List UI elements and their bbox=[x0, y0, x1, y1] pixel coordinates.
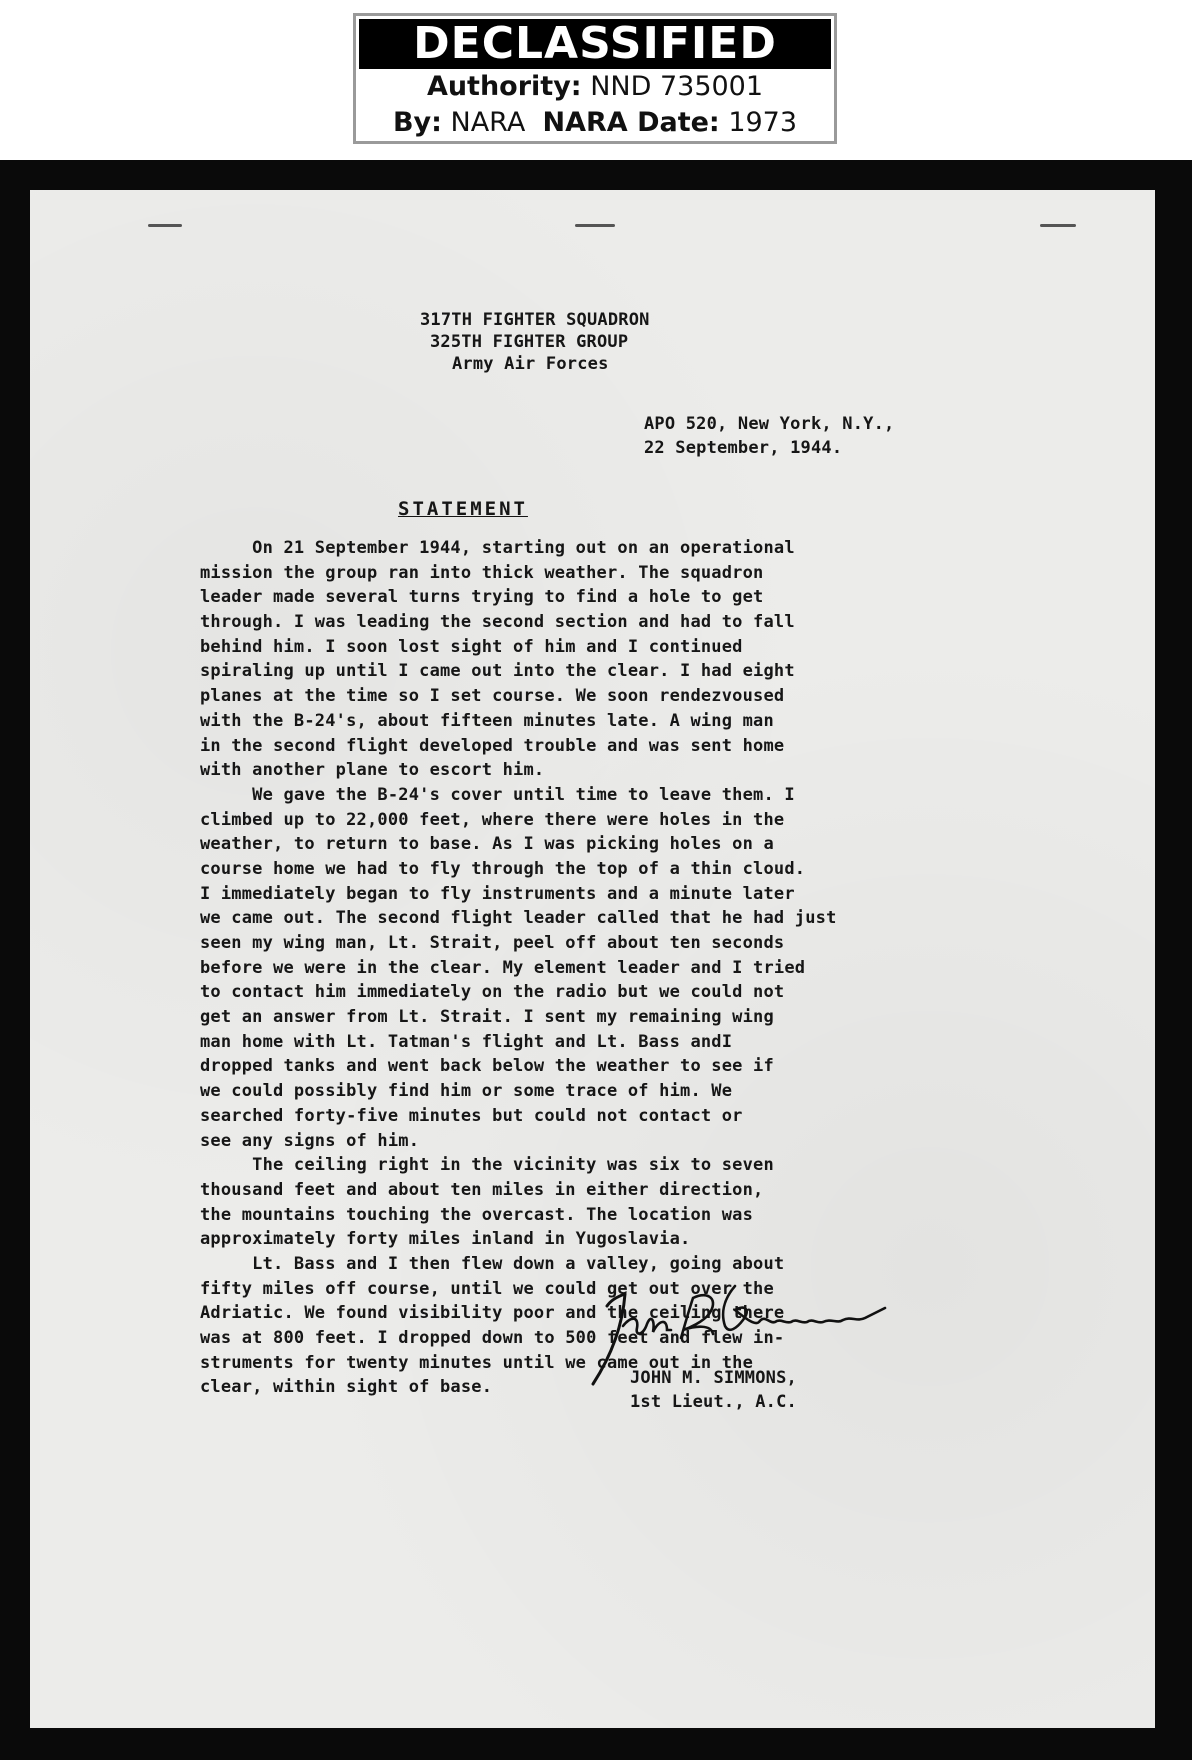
statement-line: with the B-24's, about fifteen minutes late. A wing man bbox=[200, 710, 774, 731]
statement-line: climbed up to 22,000 feet, where there were holes in the bbox=[200, 809, 785, 830]
signer-name: JOHN M. SIMMONS, bbox=[630, 1368, 797, 1388]
statement-line: dropped tanks and went back below the weather to see if bbox=[200, 1056, 774, 1077]
statement-line: weather, to return to base. As I was picking holes on a bbox=[200, 834, 774, 855]
letterhead-group: 325TH FIGHTER GROUP bbox=[430, 332, 629, 352]
statement-line: see any signs of him. bbox=[200, 1130, 420, 1151]
statement-line: thousand feet and about ten miles in either direction, bbox=[200, 1179, 764, 1200]
statement-line: planes at the time so I set course. We soon rendezvoused bbox=[200, 686, 785, 707]
dateline-date: 22 September, 1944. bbox=[644, 438, 843, 458]
stamp-by-value: NARA bbox=[450, 107, 526, 138]
statement-line: to contact him immediately on the radio but we could not bbox=[200, 982, 785, 1003]
stamp-date-label: NARA Date: bbox=[542, 107, 720, 138]
signer-rank: 1st Lieut., A.C. bbox=[630, 1392, 797, 1412]
statement-line: leader made several turns trying to find a hole to get bbox=[200, 587, 764, 608]
statement-line: On 21 September 1944, starting out on an operational bbox=[200, 538, 795, 558]
punch-mark bbox=[575, 224, 615, 227]
punch-mark bbox=[1040, 224, 1076, 227]
statement-line: mission the group ran into thick weather. The squadron bbox=[200, 562, 764, 583]
statement-line: we came out. The second flight leader called that he had just bbox=[200, 908, 837, 929]
stamp-authority-value: NND 735001 bbox=[590, 71, 764, 102]
statement-line: We gave the B-24's cover until time to leave them. I bbox=[200, 784, 795, 805]
statement-line: course home we had to fly through the top of a thin cloud. bbox=[200, 858, 806, 879]
statement-line: before we were in the clear. My element leader and I tried bbox=[200, 957, 806, 978]
stamp-authority-label: Authority: bbox=[426, 71, 582, 102]
statement-line: struments for twenty minutes until we came out in the bbox=[200, 1352, 754, 1373]
statement-line: we could possibly find him or some trace of him. We bbox=[200, 1081, 733, 1102]
letterhead-squadron: 317TH FIGHTER SQUADRON bbox=[420, 310, 650, 330]
statement-line: behind him. I soon lost sight of him and I continued bbox=[200, 636, 743, 657]
letterhead-forces: Army Air Forces bbox=[452, 354, 609, 374]
scan-frame bbox=[0, 160, 1192, 1760]
statement-line: the mountains touching the overcast. The location was bbox=[200, 1204, 754, 1225]
document-title: STATEMENT bbox=[398, 498, 528, 520]
statement-body bbox=[200, 536, 1080, 1400]
statement-line: seen my wing man, Lt. Strait, peel off about ten seconds bbox=[200, 933, 785, 953]
stamp-title: DECLASSIFIED bbox=[359, 19, 831, 69]
statement-line: get an answer from Lt. Strait. I sent my remaining wing bbox=[200, 1007, 774, 1028]
document-page bbox=[30, 190, 1155, 1728]
statement-line: spiraling up until I came out into the clear. I had eight bbox=[200, 661, 795, 682]
statement-line: man home with Lt. Tatman's flight and Lt. Bass andI bbox=[200, 1031, 733, 1052]
statement-line: Adriatic. We found visibility poor and the ceiling there bbox=[200, 1303, 785, 1324]
dateline bbox=[644, 412, 894, 460]
statement-line: was at 800 feet. I dropped down to 500 feet and flew in- bbox=[200, 1328, 785, 1348]
punch-mark bbox=[148, 224, 182, 227]
statement-line: in the second flight developed trouble and was sent home bbox=[200, 735, 785, 756]
signature-block bbox=[630, 1366, 797, 1414]
stamp-by-label: By: bbox=[392, 107, 442, 138]
dateline-location: APO 520, New York, N.Y., bbox=[644, 414, 895, 434]
stamp-authority-line bbox=[356, 69, 834, 105]
statement-line: searched forty-five minutes but could not contact or bbox=[200, 1105, 743, 1126]
statement-line: I immediately began to fly instruments and a minute later bbox=[200, 883, 795, 904]
statement-line: approximately forty miles inland in Yugoslavia. bbox=[200, 1229, 691, 1250]
statement-line: through. I was leading the second section and had to fall bbox=[200, 612, 795, 633]
statement-line: with another plane to escort him. bbox=[200, 760, 545, 781]
statement-line: fifty miles off course, until we could get out over the bbox=[200, 1278, 774, 1299]
stamp-date-value: 1973 bbox=[728, 107, 798, 138]
declassified-stamp bbox=[353, 13, 837, 144]
statement-line: clear, within sight of base. bbox=[200, 1377, 493, 1398]
statement-line: The ceiling right in the vicinity was six to seven bbox=[200, 1155, 774, 1176]
stamp-by-line bbox=[356, 105, 834, 141]
statement-line: Lt. Bass and I then flew down a valley, going about bbox=[200, 1253, 785, 1274]
